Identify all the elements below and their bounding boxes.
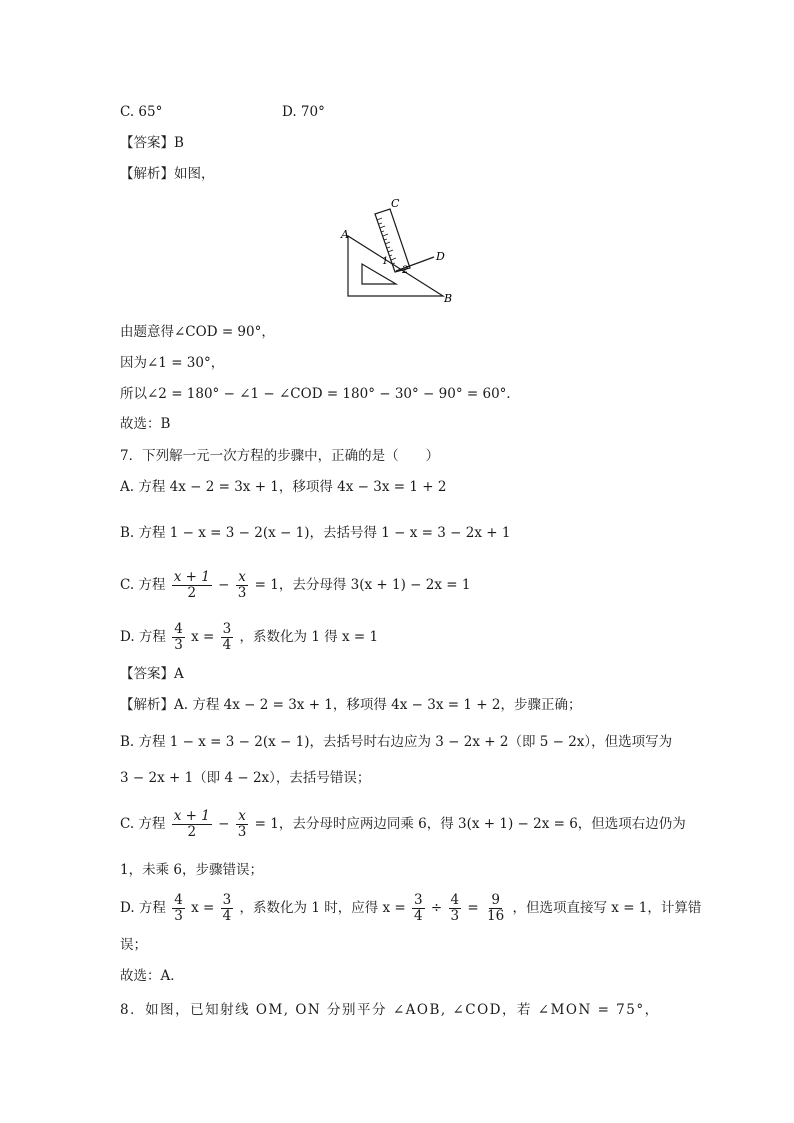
q7-option-c: C. 方程 $\frac{x + 1}{2}$ − $\frac{x}{3}$ = 1，去分母得 3(x + 1) − 2x = 1 [120, 569, 471, 601]
label-d: D [436, 250, 445, 263]
label-b: B [444, 292, 453, 305]
q7-analysis-c1: C. 方程 $\frac{x + 1}{2}$ − $\frac{x}{3}$ = 1，去分母时应两边同乘 6，得 3(x + 1) − 2x = 6，但选项右边仍为 [120, 808, 686, 840]
label-a: A [341, 228, 349, 241]
q7-analysis-c2: 1，未乘 6，步骤错误； [120, 862, 263, 878]
q7-answer: 【答案】A [120, 666, 184, 682]
option-d-prev: D. 70° [282, 104, 325, 120]
q6-line2: 因为∠1 = 30°， [120, 355, 225, 371]
q7-analysis-b2: 3 − 2x + 1（即 4 − 2x），去括号错误； [120, 770, 371, 786]
q6-line1: 由题意得∠COD = 90°， [120, 324, 275, 340]
q7-analysis-a: 【解析】A. 方程 4x − 2 = 3x + 1，移项得 4x − 3x = 1 + 2，步骤正确； [120, 697, 582, 713]
option-c-prev: C. 65° [120, 104, 163, 120]
label-angle-1: 1 [382, 256, 389, 267]
q6-answer: 【答案】B [120, 135, 184, 151]
label-c: C [391, 197, 400, 210]
q7-option-a: A. 方程 4x − 2 = 3x + 1，移项得 4x − 3x = 1 + 2 [120, 479, 447, 495]
q7-stem: 7．下列解一元一次方程的步骤中，正确的是（ ） [120, 448, 440, 464]
q7-analysis-b1: B. 方程 1 − x = 3 − 2(x − 1)，去括号时右边应为 3 − 2x + 2（即 5 − 2x），但选项写为 [120, 734, 673, 750]
q7-option-d: D. 方程 $\frac{4}{3}$ x = $\frac{3}{4}$ ，系数化为 1 得 x = 1 [120, 621, 379, 653]
label-angle-2: 2 [402, 265, 409, 276]
q6-line4: 故选：B [120, 416, 171, 432]
q8-stem: 8．如图，已知射线 OM, ON 分别平分 ∠AOB, ∠COD，若 ∠MON = 75°， [120, 1002, 660, 1018]
triangle-ruler-figure [330, 192, 465, 307]
q6-analysis-head: 【解析】如图， [120, 166, 215, 182]
q7-analysis-d1: D. 方程 $\frac{4}{3}$ x = $\frac{3}{4}$ ，系数化为 1 时，应得 x = $\frac{3}{4}$ ÷ $\frac{4}{3}$ = $\frac{9}{16}$ ，但选项直接写 x = 1，计算错 [120, 892, 702, 924]
q6-line3: 所以∠2 = 180° − ∠1 − ∠COD = 180° − 30° − 90° = 60°． [120, 386, 520, 402]
set-square-inner [362, 264, 396, 284]
q7-final: 故选：A． [120, 968, 184, 984]
q7-option-b: B. 方程 1 − x = 3 − 2(x − 1)，去括号得 1 − x = 3 − 2x + 1 [120, 525, 511, 541]
q7-analysis-d2: 误； [120, 937, 147, 953]
